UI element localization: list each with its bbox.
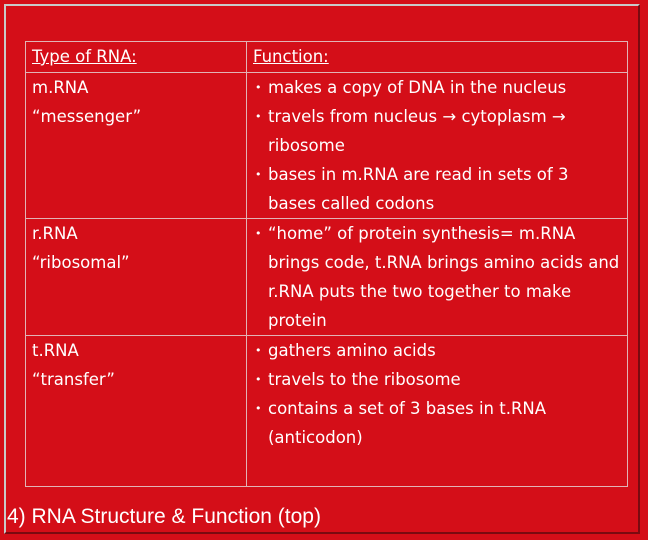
rna-table [25, 41, 628, 487]
rna-type-cell [26, 219, 247, 336]
rna-name: t.RNA [32, 341, 79, 360]
rna-name: m.RNA [32, 78, 89, 97]
function-item: • “home” of protein synthesis= m.RNA brings code, t.RNA brings amino acids and r.RNA puts the two together to make protein [253, 219, 621, 335]
rna-name: r.RNA [32, 224, 78, 243]
table-row-rrna [26, 219, 628, 336]
function-item: • travels to the ribosome [253, 365, 621, 394]
rna-function-cell [247, 73, 628, 219]
function-item: • travels from nucleus → cytoplasm → ribosome [253, 102, 621, 160]
function-item: • makes a copy of DNA in the nucleus [253, 73, 621, 102]
function-item: • bases in m.RNA are read in sets of 3 bases called codons [253, 160, 621, 218]
rna-type-cell [26, 336, 247, 487]
table-row-trna [26, 336, 628, 487]
type-header: Type of RNA: [26, 42, 247, 73]
function-list [253, 73, 621, 218]
slide-caption: 4) RNA Structure & Function (top) [7, 505, 321, 528]
table-row-mrna [26, 73, 628, 219]
function-item: • gathers amino acids [253, 336, 621, 365]
function-list [253, 219, 621, 335]
rna-nickname: “transfer” [32, 370, 115, 389]
function-item: • contains a set of 3 bases in t.RNA (anticodon) [253, 394, 621, 452]
rna-type-cell [26, 73, 247, 219]
rna-function-cell [247, 219, 628, 336]
table-header-row [26, 42, 628, 73]
rna-nickname: “messenger” [32, 107, 142, 126]
rna-nickname: “ribosomal” [32, 253, 130, 272]
function-header: Function: [247, 42, 628, 73]
rna-function-cell [247, 336, 628, 487]
function-list [253, 336, 621, 452]
